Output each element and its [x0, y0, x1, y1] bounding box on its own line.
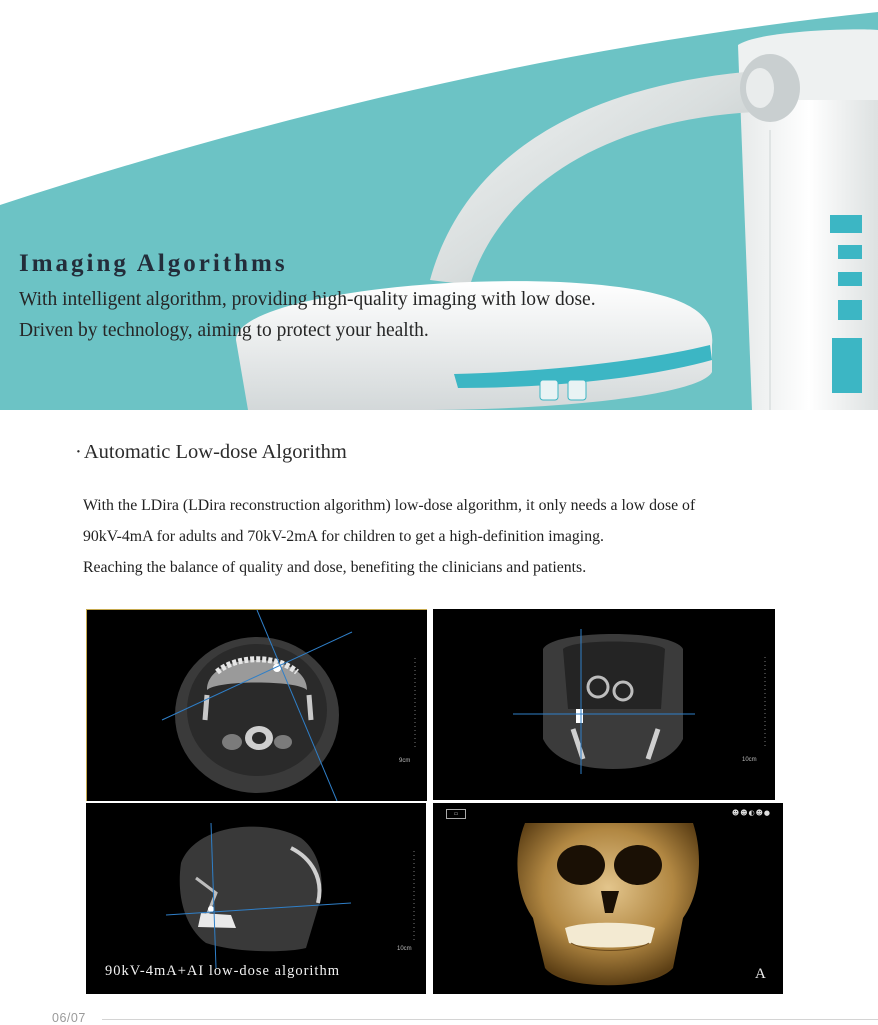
- hero-illustration: [0, 0, 878, 410]
- coronal-scale-label: 10cm: [742, 757, 757, 763]
- footer-divider: [102, 1019, 878, 1020]
- coronal-scan-panel: [433, 609, 775, 800]
- low-dose-caption: 90kV-4mA+AI low-dose algorithm: [105, 963, 340, 979]
- coronal-scan-image: [433, 609, 775, 800]
- hero-subtitle-line-1: With intelligent algorithm, providing high-quality imaging with low dose.: [19, 289, 596, 310]
- section-title-text: Automatic Low-dose Algorithm: [83, 441, 347, 463]
- body-paragraph-3: Reaching the balance of quality and dose, benefiting the clinicians and patients.: [83, 559, 587, 576]
- sagittal-scan-panel: [86, 803, 426, 994]
- view-letter: A: [755, 966, 766, 982]
- page-number: 06/07: [52, 1011, 86, 1025]
- section-title: [75, 441, 347, 464]
- sagittal-scale-label: 10cm: [397, 946, 412, 952]
- 3d-render-panel: [433, 803, 783, 994]
- hero-subtitle-line-2: Driven by technology, aiming to protect your health.: [19, 320, 429, 341]
- skull-render-image: [433, 803, 783, 994]
- hero-banner: [0, 0, 878, 410]
- body-paragraph-2: 90kV-4mA for adults and 70kV-2mA for children to get a high-definition imaging.: [83, 528, 604, 545]
- view-orientation-icons: ☻☻◐☻●: [731, 809, 771, 817]
- view-tag-icon: ▭: [446, 809, 466, 819]
- bullet-dot: ·: [75, 441, 82, 463]
- axial-scan-panel: [86, 609, 427, 801]
- hero-title: Imaging Algorithms: [19, 250, 288, 277]
- axial-scale-label: 9cm: [399, 758, 411, 764]
- body-paragraph-1: With the LDira (LDira reconstruction algorithm) low-dose algorithm, it only needs a low dose of: [83, 497, 696, 514]
- section-body: [83, 490, 813, 583]
- axial-scan-image: [87, 610, 427, 801]
